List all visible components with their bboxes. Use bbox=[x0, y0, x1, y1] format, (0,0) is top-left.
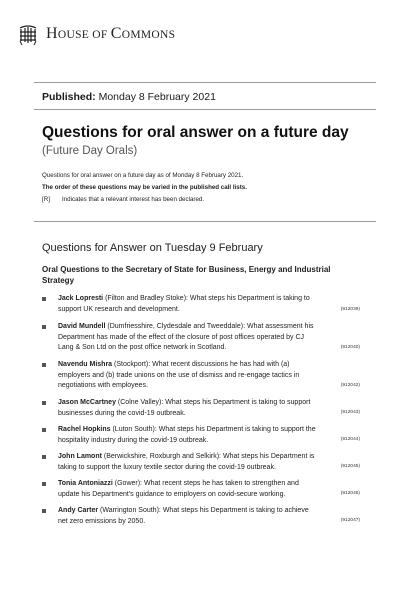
bullet bbox=[42, 455, 46, 459]
question-ref: (912042) bbox=[340, 383, 360, 388]
page-subtitle: (Future Day Orals) bbox=[42, 145, 138, 157]
notes-line-1: Questions for oral answer on a future day as of Monday 8 February 2021. bbox=[42, 172, 244, 179]
bullet bbox=[42, 297, 46, 301]
house-of-commons-title: HOUSE OF COMMONS bbox=[46, 25, 176, 42]
question-ref: (912045) bbox=[340, 464, 360, 469]
interest-tag: [R] bbox=[42, 196, 50, 203]
bullet bbox=[42, 363, 46, 367]
page-title: Questions for oral answer on a future day bbox=[42, 124, 349, 141]
question-ref: (912046) bbox=[340, 491, 360, 496]
question-ref: (912044) bbox=[340, 437, 360, 442]
section-heading: Questions for Answer on Tuesday 9 February bbox=[42, 242, 263, 254]
published-date: Monday 8 February 2021 bbox=[98, 91, 216, 103]
bullet bbox=[42, 482, 46, 486]
member-name: John Lamont bbox=[58, 453, 102, 460]
member-name: Jason McCartney bbox=[58, 399, 116, 406]
bullet bbox=[42, 401, 46, 405]
member-name: Tonia Antoniazzi bbox=[58, 480, 113, 487]
notes-line-2: The order of these questions may be varied in the published call lists. bbox=[42, 184, 247, 191]
member-name: Andy Carter bbox=[58, 507, 99, 514]
bullet bbox=[42, 325, 46, 329]
member-name: Rachel Hopkins bbox=[58, 426, 111, 433]
published-label: Published: bbox=[42, 91, 96, 103]
divider bbox=[34, 221, 376, 222]
question-ref: (912039) bbox=[340, 307, 360, 312]
divider bbox=[34, 82, 376, 83]
member-name: Navendu Mishra bbox=[58, 361, 113, 368]
question-ref: (912040) bbox=[340, 345, 360, 350]
member-name: David Mundell bbox=[58, 323, 106, 330]
bullet bbox=[42, 509, 46, 513]
bullet bbox=[42, 428, 46, 432]
portcullis-icon bbox=[18, 22, 38, 46]
notes-line-3: [R] Indicates that a relevant interest has been declared. bbox=[42, 196, 205, 203]
department-heading: Oral Questions to the Secretary of State for Business, Energy and Industrial Strategy bbox=[42, 265, 331, 285]
page-header bbox=[18, 22, 175, 46]
divider bbox=[34, 109, 376, 110]
published-line bbox=[42, 91, 216, 103]
member-name: Jack Lopresti bbox=[58, 295, 104, 302]
question-ref: (912043) bbox=[340, 410, 360, 415]
question-ref: (912047) bbox=[340, 518, 360, 523]
